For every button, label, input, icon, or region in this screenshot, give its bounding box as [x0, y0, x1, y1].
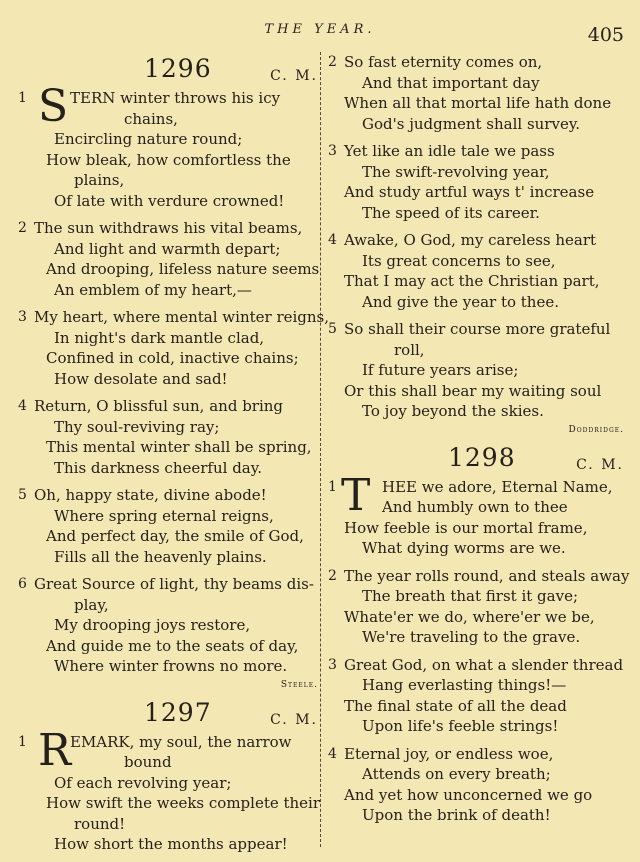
- verse-line: Of each revolving year;: [54, 773, 232, 792]
- stanza-number: 3: [328, 656, 337, 673]
- verse-text: TERN winter throws his icy: [70, 89, 281, 107]
- verse-line: That I may act the Christian part,: [344, 272, 600, 290]
- stanza-3: [326, 655, 626, 737]
- author-attribution: Steele.: [280, 679, 318, 690]
- hymn-number: 1296: [144, 54, 212, 83]
- verse-line: And yet how unconcerned we go: [344, 785, 593, 804]
- verse-line: God's judgment shall survey.: [362, 114, 581, 133]
- drop-cap: S: [38, 81, 69, 132]
- verse-text: The sun withdraws his vital beams,: [34, 219, 303, 237]
- stanza-number: 1: [328, 478, 337, 495]
- verse-line: Hang everlasting things!—: [362, 676, 567, 694]
- stanza-1: [14, 724, 321, 855]
- drop-cap: R: [38, 724, 72, 776]
- verse-line: How bleak, how comfortless the: [46, 150, 291, 169]
- verse-line: And guide me to the seats of day,: [46, 636, 299, 655]
- verse-text: The year rolls round, and steals away: [344, 566, 630, 585]
- verse-text: Yet like an idle tale we pass: [344, 142, 555, 160]
- verse-line: Confined in cold, inactive chains;: [46, 349, 299, 367]
- stanza-number: 1: [18, 733, 27, 750]
- verse-text: So fast eternity comes on,: [344, 53, 543, 71]
- verse-line: And perfect day, the smile of God,: [46, 527, 304, 545]
- verse-line: [326, 230, 626, 251]
- verse-line: [326, 52, 626, 73]
- verse-line: [326, 655, 626, 676]
- verse-line: The breath that first it gave;: [362, 587, 578, 605]
- stanza-2: [326, 52, 626, 134]
- stanza-number: 2: [328, 54, 337, 70]
- verse-line: roll,: [394, 340, 425, 359]
- verse-line: If future years arise;: [362, 361, 519, 379]
- stanza-number: 2: [328, 567, 337, 584]
- verse-line: Whate'er we do, where'er we be,: [344, 607, 595, 626]
- verse-line: [14, 485, 320, 506]
- verse-line: We're traveling to the grave.: [362, 628, 581, 646]
- verse-text: Return, O blissful sun, and bring: [34, 397, 284, 415]
- stanza-number: 3: [18, 309, 27, 325]
- verse-line: Its great concerns to see,: [362, 251, 556, 270]
- page-number: 405: [587, 24, 624, 46]
- column-divider: [320, 52, 322, 847]
- verse-line: And study artful ways t' increase: [344, 183, 595, 201]
- verse-line: Thy soul-reviving ray;: [54, 417, 220, 436]
- verse-line: How swift the weeks complete their: [46, 794, 321, 812]
- verse-line: [326, 744, 626, 765]
- stanza-2: [326, 566, 630, 648]
- verse-text: HEE we adore, Eternal Name,: [382, 477, 613, 496]
- verse-line: How short the months appear!: [54, 835, 288, 853]
- verse-line: Fills all the heavenly plains.: [54, 547, 267, 566]
- stanza-number: 5: [328, 321, 337, 337]
- verse-line: And drooping, lifeless nature seems: [46, 260, 320, 278]
- verse-line: How feeble is our mortal frame,: [344, 518, 588, 537]
- verse-line: This mental winter shall be spring,: [46, 438, 312, 456]
- verse-line: Upon the brink of death!: [362, 806, 551, 824]
- verse-line: Of late with verdure crowned!: [54, 191, 285, 210]
- running-head: THE YEAR.: [264, 22, 376, 37]
- verse-line: And give the year to thee.: [362, 292, 559, 311]
- stanza-number: 2: [18, 220, 27, 236]
- verse-line: [326, 319, 626, 340]
- verse-line: [14, 574, 320, 595]
- verse-line: The final state of all the dead: [344, 696, 567, 715]
- hymn-number: 1298: [448, 442, 516, 472]
- stanza-2: [14, 218, 320, 300]
- stanza-3: [326, 141, 626, 223]
- verse-line: Attends on every breath;: [362, 765, 551, 783]
- verse-text: Great God, on what a slender thread: [344, 655, 624, 674]
- hymn-meter: C. M.: [576, 456, 624, 473]
- verse-line: Encircling nature round;: [54, 130, 243, 148]
- stanza-5: [14, 485, 320, 567]
- right-column: [326, 52, 630, 833]
- verse-line: plains,: [74, 171, 125, 189]
- hymn-meter: C. M.: [270, 68, 318, 84]
- stanza-number: 4: [328, 745, 337, 762]
- verse-text: EMARK, my soul, the narrow: [70, 732, 292, 751]
- verse-line: [14, 218, 320, 239]
- stanza-number: 4: [328, 232, 337, 248]
- verse-line: What dying worms are we.: [362, 539, 566, 557]
- drop-cap: T: [341, 469, 371, 521]
- verse-line: Where spring eternal reigns,: [54, 506, 274, 525]
- verse-line: And humbly own to thee: [382, 498, 568, 516]
- verse-line: [326, 141, 626, 162]
- stanza-6: [14, 574, 320, 677]
- verse-text: Oh, happy state, divine abode!: [34, 486, 267, 504]
- verse-line: When all that mortal life hath done: [344, 94, 612, 112]
- verse-line: An emblem of my heart,—: [54, 280, 252, 299]
- verse-line: [14, 307, 330, 328]
- verse-line: The swift-revolving year,: [362, 162, 550, 181]
- stanza-number: 5: [18, 487, 27, 503]
- stanza-3: [14, 307, 330, 389]
- verse-line: [326, 566, 630, 587]
- stanza-number: 4: [18, 398, 27, 414]
- verse-line: Or this shall bear my waiting soul: [344, 381, 602, 400]
- verse-line: bound: [124, 753, 172, 771]
- stanza-5: [326, 319, 626, 422]
- verse-line: How desolate and sad!: [54, 369, 228, 388]
- verse-line: My drooping joys restore,: [54, 616, 251, 634]
- verse-text: My heart, where mental winter reigns,: [34, 308, 330, 326]
- verse-text: Great Source of light, thy beams dis-: [34, 575, 314, 593]
- stanza-4: [326, 230, 626, 312]
- verse-line: The speed of its career.: [362, 203, 540, 222]
- stanza-1: [326, 469, 626, 559]
- stanza-4: [326, 744, 626, 826]
- verse-line: Upon life's feeble strings!: [362, 717, 559, 735]
- hymn-number: 1297: [144, 697, 212, 727]
- verse-line: And that important day: [362, 73, 540, 92]
- verse-text: Awake, O God, my careless heart: [344, 231, 597, 249]
- left-column: [14, 52, 330, 862]
- author-attribution: Doddridge.: [568, 424, 624, 435]
- stanza-4: [14, 396, 320, 478]
- verse-line: chains,: [124, 109, 178, 128]
- verse-text: Eternal joy, or endless woe,: [344, 744, 554, 763]
- verse-line: Where winter frowns no more.: [54, 657, 288, 675]
- verse-line: And light and warmth depart;: [54, 239, 281, 258]
- verse-line: In night's dark mantle clad,: [54, 328, 265, 347]
- verse-line: play,: [74, 595, 109, 614]
- stanza-number: 3: [328, 143, 337, 159]
- hymn-meter: C. M.: [270, 711, 318, 728]
- verse-line: [14, 396, 320, 417]
- verse-text: So shall their course more grateful: [344, 320, 611, 338]
- stanza-1: [14, 81, 320, 211]
- hymn-1298-heading: [326, 441, 626, 477]
- verse-line: round!: [74, 814, 126, 833]
- verse-line: To joy beyond the skies.: [362, 402, 544, 420]
- stanza-number: 1: [18, 90, 27, 106]
- verse-line: This darkness cheerful day.: [54, 458, 262, 477]
- stanza-number: 6: [18, 576, 27, 592]
